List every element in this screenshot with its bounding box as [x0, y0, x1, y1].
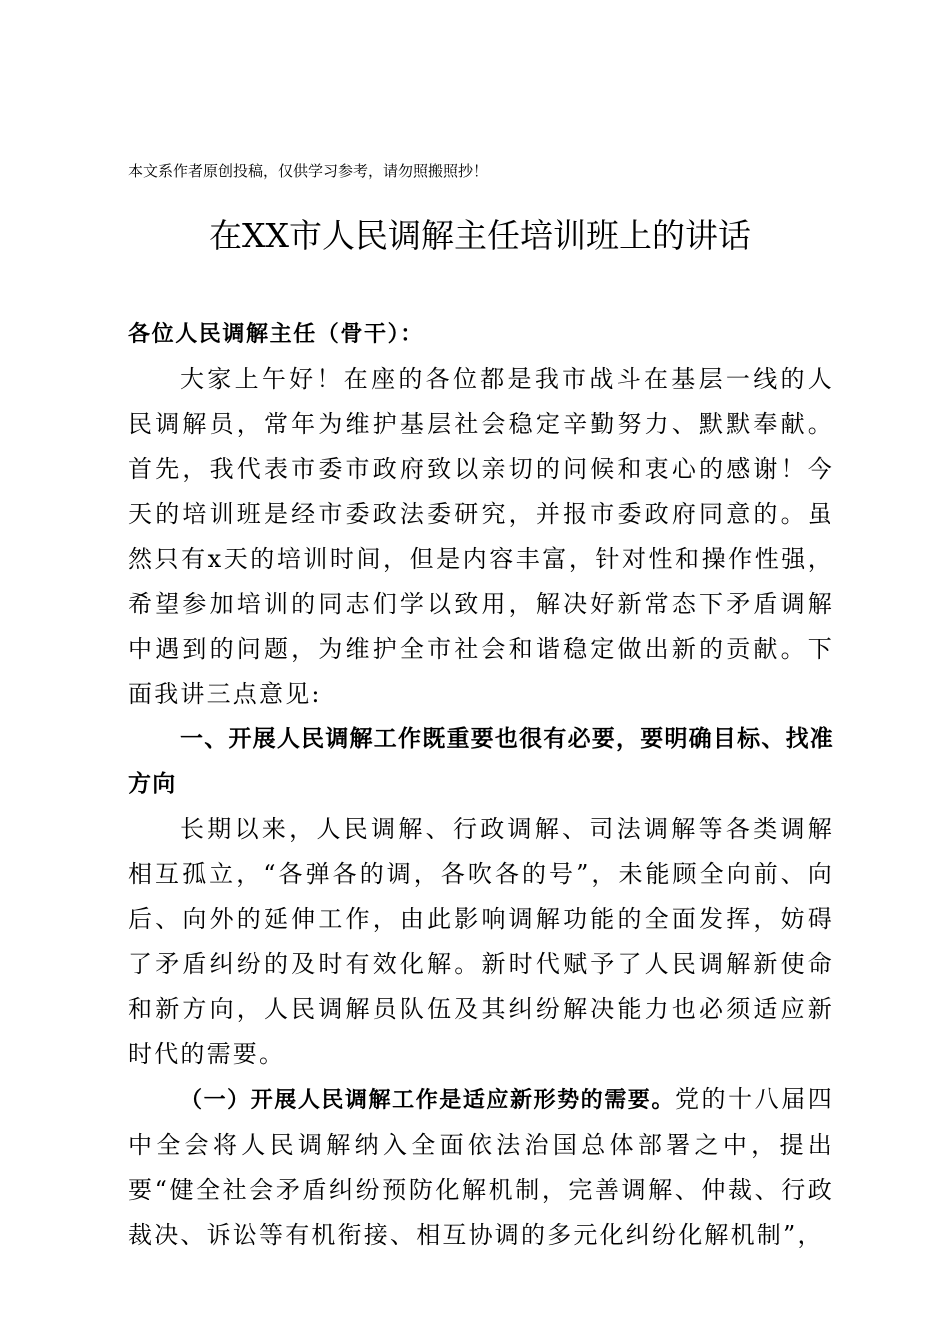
intro-paragraph: 大家上午好！在座的各位都是我市战斗在基层一线的人民调解员，常年为维护基层社会稳定辛勤努力、默默奉献。首先，我代表市委市政府致以亲切的问候和衷心的感谢！今天的培训班是经市委政法委研究，并报市委政府同意的。虽然只有x天的培训时间，但是内容丰富，针对性和操作性强，希望参加培训的同志们学以致用，解决好新常态下矛盾调解中遇到的问题，为维护全市社会和谐稳定做出新的贡献。下面我讲三点意见:: [128, 365, 834, 708]
subsection-paragraph: [128, 1077, 834, 1258]
copyright-notice: 本文系作者原创投稿，仅供学习参考，请勿照搬照抄！: [128, 162, 489, 180]
salutation: 各位人民调解主任（骨干）：: [128, 322, 424, 347]
page-title: 在XX市人民调解主任培训班上的讲话: [209, 216, 751, 255]
subsection-text: 党的十八届四中全会将人民调解纳入全面依法治国总体部署之中，提出要“健全社会矛盾纠纷预防化解机制，完善调解、仲裁、行政裁决、诉讼等有机衔接、相互协调的多元化纠纷化解机制”，: [128, 1085, 834, 1249]
subsection-heading: （一）开展人民调解工作是适应新形势的需要。: [180, 1088, 675, 1113]
section-heading: 一、开展人民调解工作既重要也很有必要，要明确目标、找准方向: [128, 726, 834, 797]
section-paragraph: 长期以来，人民调解、行政调解、司法调解等各类调解相互孤立，“各弹各的调，各吹各的号”，未能顾全向前、向后、向外的延伸工作，由此影响调解功能的全面发挥，妨碍了矛盾纠纷的及时有效化解。新时代赋予了人民调解新使命和新方向，人民调解员队伍及其纠纷解决能力也必须适应新时代的需要。: [128, 815, 834, 1068]
document-body: [128, 312, 834, 1258]
